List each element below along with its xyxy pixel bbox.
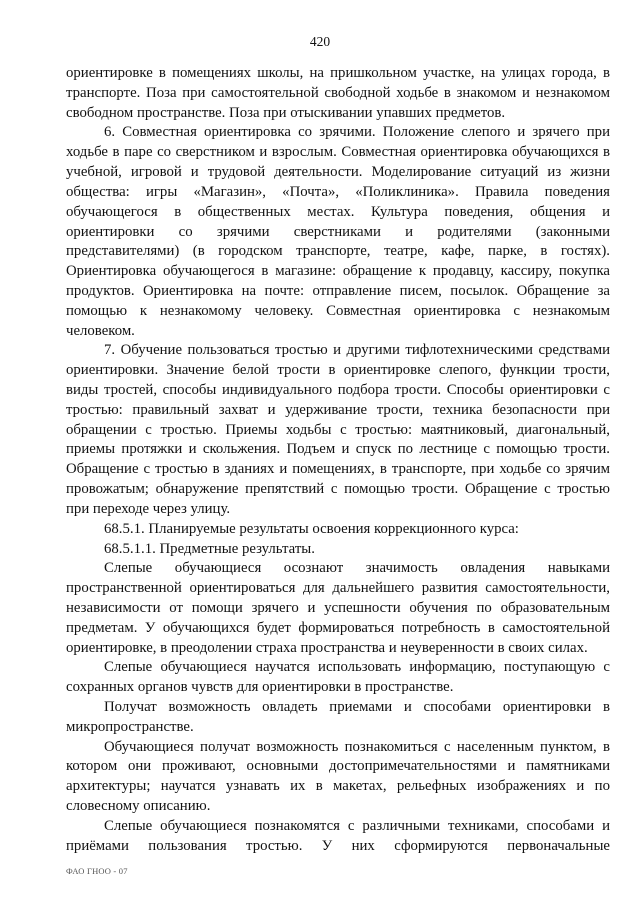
text-line: Обращение с тростью в зданиях и помещениях, в транспорте, при ходьбе со зрячим [66,461,610,478]
footer-code: ФАО ГНОО - 07 [66,866,128,876]
text-line: 6. Совместная ориентировка со зрячими. Положение слепого и зрячего при [104,124,610,141]
text-line: обращении с тростью. Приемы ходьбы с тростью: маятниковый, диагональный, [66,421,610,438]
page-number: 420 [309,34,331,49]
text-line: сохранных органов чувств для ориентировки в пространстве. [66,679,454,696]
text-line: 7. Обучение пользоваться тростью и другими тифлотехническими средствами [104,342,610,359]
text-line: архитектуры; научатся узнавать их в макетах, рельефных изображениях и по [66,778,610,795]
text-line: пространственной ориентироваться для дальнейшего развития самостоятельности, [66,580,610,597]
text-line: при переходе через улицу. [66,500,231,517]
text-line: Ориентировка обучающегося в магазине: обращение к продавцу, кассиру, покупка [66,263,610,280]
text-line: 68.5.1.1. Предметные результаты. [104,540,315,557]
text-line: продуктов. Ориентировка на почте: отправление писем, посылок. Обращение за [66,282,610,299]
text-line: транспорте. Поза при самостоятельной свободной ходьбе в знакомом и незнакомом [66,84,610,101]
text-line: учебной, игровой и трудовой деятельности. Моделирование ситуаций из жизни [66,164,610,181]
text-line: тростью: правильный захват и удерживание трости, техника безопасности при [66,401,610,418]
text-line: ориентировке в помещениях школы, на пришкольном участке, на улицах города, в [66,65,610,81]
text-line: Обучающиеся получат возможность познакомиться с населенным пунктом, в [104,738,610,755]
text-line: приемы протяжки и скольжения. Подъем и спуск по лестнице с помощью трости. [66,441,610,458]
text-line: свободном пространстве. Поза при отыскивании упавших предметов. [66,104,506,121]
text-line: 68.5.1. Планируемые результаты освоения коррекционного курса: [104,520,519,537]
text-line: котором они проживают, основными достопримечательностями и памятниками [66,758,610,775]
text-line: ориентировки. Значение белой трости в ориентировке слепого, функции трости, [66,362,610,379]
text-line: ориентировки со зрячими сверстниками и родителями (законными [66,223,610,240]
text-line: общества: игры «Магазин», «Почта», «Поликлиника». Правила поведения [66,183,610,200]
text-line: виды тростей, способы индивидуального подбора трости. Способы ориентировки с [66,382,610,398]
text-line: Слепые обучающиеся познакомятся с различными техниками, способами и [104,817,610,834]
text-line: ходьбе в паре со сверстником и взрослым. Совместная ориентировка обучающихся в [66,144,610,161]
text-line: человеком. [66,322,135,339]
text-line: микропространстве. [66,718,194,735]
text-line: Получат возможность овладеть приемами и способами ориентировки в [104,699,610,715]
text-line: предметам. У обучающихся будет формироваться потребность в самостоятельной [66,619,610,636]
text-line: приёмами пользования тростью. У них сформируются первоначальные [66,837,610,854]
text-line: представителями) (в городском транспорте, театре, кафе, парке, в гостях). [66,243,610,260]
body-text [66,64,610,857]
text-line: провожатым; обнаружение препятствий с помощью трости. Обращение с тростью [66,481,610,498]
text-line: независимости от помощи зрячего и успешности обучения по образовательным [66,599,610,616]
text-line: словесному описанию. [66,798,211,815]
text-line: Слепые обучающиеся осознают значимость овладения навыками [104,560,610,577]
text-line: Слепые обучающиеся научатся использовать информацию, поступающую с [104,659,610,676]
text-line: обучающегося в общественных местах. Культура поведения, общения и [66,203,610,220]
text-line: помощью к незнакомому человеку. Совместная ориентировка с незнакомым [66,302,610,319]
text-line: ориентировке, в преодолении страха пространства и неуверенности в своих силах. [66,639,588,656]
